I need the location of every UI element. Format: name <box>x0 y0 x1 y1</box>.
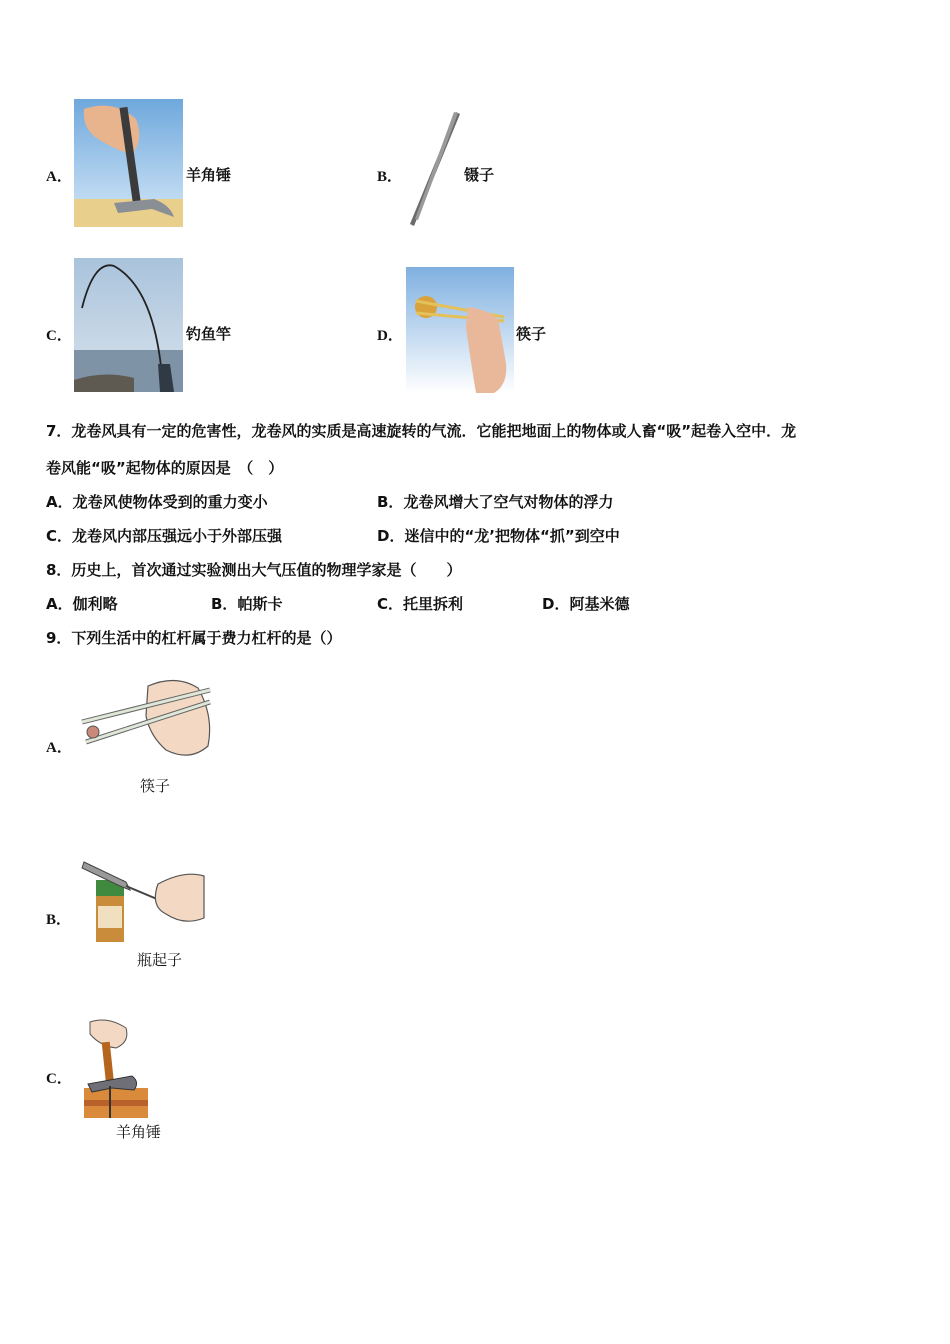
option-text: 帕斯卡 <box>237 595 283 613</box>
option-letter: A． <box>46 595 73 613</box>
option-text: 龙卷风内部压强远小于外部压强 <box>72 527 283 545</box>
tweezers-image <box>404 108 462 230</box>
question-9-stem: 9．下列生活中的杠杆属于费力杠杆的是（） <box>46 629 342 647</box>
option-text: 羊角锤 <box>186 166 232 184</box>
option-letter: B． <box>377 169 403 185</box>
option-letter: D． <box>542 595 570 613</box>
bottle-opener-image <box>80 856 206 942</box>
option-text: 托里拆利 <box>403 595 464 613</box>
option-text: 筷子 <box>516 325 547 343</box>
claw-hammer-image <box>82 1018 150 1118</box>
q7-option-b <box>377 491 613 512</box>
q7-option-d <box>377 525 620 546</box>
option-text: 镊子 <box>464 166 495 184</box>
option-letter: D． <box>377 328 403 344</box>
option-text: 龙卷风使物体受到的重力变小 <box>72 493 268 511</box>
chopsticks-food-image <box>406 267 514 393</box>
option-letter: B． <box>377 493 404 511</box>
q8-option-a <box>46 593 118 614</box>
option-letter: B． <box>211 595 238 613</box>
option-text: 阿基米德 <box>569 595 630 613</box>
image-caption: 瓶起子 <box>137 951 183 969</box>
q7-option-c <box>46 525 282 546</box>
image-caption: 筷子 <box>140 777 171 795</box>
fishing-rod-image <box>74 258 183 392</box>
option-letter: A． <box>46 493 73 511</box>
hammer-image <box>74 99 183 227</box>
q8-option-b <box>211 593 282 614</box>
option-text: 龙卷风增大了空气对物体的浮力 <box>403 493 614 511</box>
option-letter: C． <box>46 1071 72 1087</box>
question-7-stem-continued: 卷风能“吸”起物体的原因是 （ ） <box>46 459 284 477</box>
chopsticks-hand-image <box>80 676 214 762</box>
option-letter: A． <box>46 740 72 756</box>
option-letter: C． <box>377 595 404 613</box>
option-letter: C． <box>46 527 73 545</box>
image-caption: 羊角锤 <box>116 1123 162 1141</box>
question-7-stem: 7．龙卷风具有一定的危害性，龙卷风的实质是高速旋转的气流．它能把地面上的物体或人畜“吸”起卷入空中．龙 <box>46 422 797 440</box>
option-letter: A． <box>46 169 72 185</box>
q7-option-a <box>46 491 268 512</box>
question-8-stem: 8．历史上，首次通过实验测出大气压值的物理学家是（ ） <box>46 561 462 579</box>
option-text: 伽利略 <box>72 595 118 613</box>
option-letter: D． <box>377 527 405 545</box>
q8-option-c <box>377 593 463 614</box>
q8-option-d <box>542 593 629 614</box>
option-text: 钓鱼竿 <box>186 325 232 343</box>
option-text: 迷信中的“龙’把物体“抓”到空中 <box>404 527 620 545</box>
option-letter: B． <box>46 912 72 928</box>
option-letter: C． <box>46 328 72 344</box>
